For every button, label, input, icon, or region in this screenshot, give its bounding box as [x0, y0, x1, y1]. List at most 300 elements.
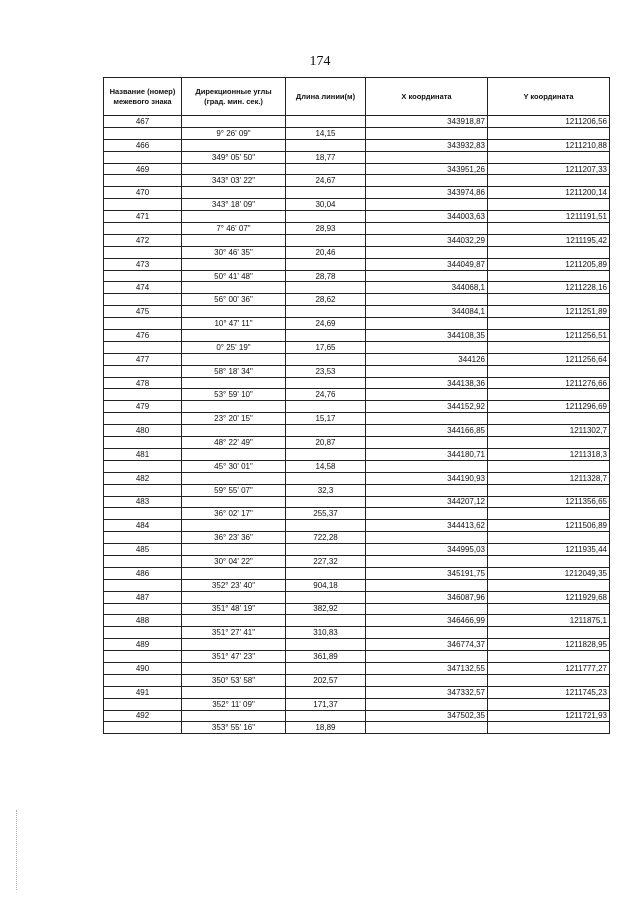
bearing-cell: 59° 55' 07" — [182, 484, 286, 496]
empty-cell — [104, 151, 182, 163]
bearing-cell: 350° 53' 58" — [182, 674, 286, 686]
segment-row — [104, 555, 610, 567]
empty-cell — [488, 246, 610, 258]
point-row — [104, 163, 610, 175]
empty-cell — [182, 425, 286, 437]
coordinates-table — [103, 77, 610, 734]
empty-cell — [104, 627, 182, 639]
x-coordinate-cell: 343918,87 — [366, 116, 488, 128]
empty-cell — [488, 722, 610, 734]
empty-cell — [488, 127, 610, 139]
x-coordinate-cell: 347332,57 — [366, 686, 488, 698]
empty-cell — [488, 555, 610, 567]
empty-cell — [286, 377, 366, 389]
y-coordinate-cell: 1211191,51 — [488, 211, 610, 223]
empty-cell — [366, 508, 488, 520]
empty-cell — [286, 282, 366, 294]
line-length-cell: 17,65 — [286, 341, 366, 353]
segment-row — [104, 151, 610, 163]
segment-row — [104, 246, 610, 258]
y-coordinate-cell: 1211506,89 — [488, 520, 610, 532]
header-bearing: Дирекционные углы (град. мин. сек.) — [182, 78, 286, 116]
empty-cell — [182, 282, 286, 294]
empty-cell — [182, 353, 286, 365]
bearing-cell: 7° 46' 07" — [182, 223, 286, 235]
segment-row — [104, 318, 610, 330]
y-coordinate-cell: 1211210,88 — [488, 139, 610, 151]
empty-cell — [366, 151, 488, 163]
x-coordinate-cell: 343974,86 — [366, 187, 488, 199]
x-coordinate-cell: 344108,35 — [366, 330, 488, 342]
empty-cell — [104, 389, 182, 401]
bearing-cell: 9° 26' 09" — [182, 127, 286, 139]
mark-name-cell: 472 — [104, 234, 182, 246]
segment-row — [104, 532, 610, 544]
x-coordinate-cell: 343932,83 — [366, 139, 488, 151]
mark-name-cell: 488 — [104, 615, 182, 627]
mark-name-cell: 485 — [104, 544, 182, 556]
empty-cell — [286, 258, 366, 270]
empty-cell — [182, 377, 286, 389]
empty-cell — [366, 175, 488, 187]
line-length-cell: 14,58 — [286, 460, 366, 472]
bearing-cell: 10° 47' 11" — [182, 318, 286, 330]
segment-row — [104, 579, 610, 591]
point-row — [104, 520, 610, 532]
segment-row — [104, 508, 610, 520]
empty-cell — [286, 472, 366, 484]
bearing-cell: 50° 41' 48" — [182, 270, 286, 282]
line-length-cell: 18,77 — [286, 151, 366, 163]
bearing-cell: 45° 30' 01" — [182, 460, 286, 472]
line-length-cell: 722,28 — [286, 532, 366, 544]
empty-cell — [182, 401, 286, 413]
empty-cell — [104, 674, 182, 686]
bearing-cell: 56° 00' 36" — [182, 294, 286, 306]
x-coordinate-cell: 344413,62 — [366, 520, 488, 532]
segment-row — [104, 627, 610, 639]
line-length-cell: 202,57 — [286, 674, 366, 686]
mark-name-cell: 480 — [104, 425, 182, 437]
bearing-cell: 343° 03' 22" — [182, 175, 286, 187]
header-mark-name: Название (номер) межевого знака — [104, 78, 182, 116]
empty-cell — [366, 722, 488, 734]
empty-cell — [488, 579, 610, 591]
empty-cell — [366, 460, 488, 472]
empty-cell — [366, 603, 488, 615]
y-coordinate-cell: 1211296,69 — [488, 401, 610, 413]
mark-name-cell: 482 — [104, 472, 182, 484]
mark-name-cell: 470 — [104, 187, 182, 199]
y-coordinate-cell: 1211256,51 — [488, 330, 610, 342]
line-length-cell: 18,89 — [286, 722, 366, 734]
bearing-cell: 352° 23' 40" — [182, 579, 286, 591]
segment-row — [104, 127, 610, 139]
empty-cell — [286, 211, 366, 223]
empty-cell — [182, 639, 286, 651]
empty-cell — [104, 270, 182, 282]
empty-cell — [104, 651, 182, 663]
bearing-cell: 48° 22' 49" — [182, 437, 286, 449]
y-coordinate-cell: 1211302,7 — [488, 425, 610, 437]
bearing-cell: 352° 11' 09" — [182, 698, 286, 710]
y-coordinate-cell: 1211777,27 — [488, 662, 610, 674]
empty-cell — [366, 318, 488, 330]
empty-cell — [366, 127, 488, 139]
empty-cell — [104, 318, 182, 330]
segment-row — [104, 603, 610, 615]
empty-cell — [488, 674, 610, 686]
segment-row — [104, 175, 610, 187]
empty-cell — [286, 520, 366, 532]
empty-cell — [104, 484, 182, 496]
y-coordinate-cell: 1211256,64 — [488, 353, 610, 365]
empty-cell — [366, 532, 488, 544]
point-row — [104, 211, 610, 223]
empty-cell — [286, 567, 366, 579]
bearing-cell: 0° 25' 19" — [182, 341, 286, 353]
empty-cell — [286, 330, 366, 342]
empty-cell — [182, 258, 286, 270]
segment-row — [104, 437, 610, 449]
empty-cell — [104, 294, 182, 306]
page-number: 174 — [309, 54, 331, 69]
line-length-cell: 227,32 — [286, 555, 366, 567]
line-length-cell: 361,89 — [286, 651, 366, 663]
x-coordinate-cell: 344995,03 — [366, 544, 488, 556]
empty-cell — [104, 722, 182, 734]
point-row — [104, 591, 610, 603]
y-coordinate-cell: 1211929,68 — [488, 591, 610, 603]
empty-cell — [286, 116, 366, 128]
point-row — [104, 353, 610, 365]
line-length-cell: 28,93 — [286, 223, 366, 235]
mark-name-cell: 475 — [104, 306, 182, 318]
bearing-cell: 30° 46' 35" — [182, 246, 286, 258]
empty-cell — [488, 318, 610, 330]
mark-name-cell: 474 — [104, 282, 182, 294]
table-header — [104, 78, 610, 116]
empty-cell — [286, 353, 366, 365]
x-coordinate-cell: 347132,55 — [366, 662, 488, 674]
y-coordinate-cell: 1211721,93 — [488, 710, 610, 722]
y-coordinate-cell: 1211228,16 — [488, 282, 610, 294]
empty-cell — [182, 472, 286, 484]
bearing-cell: 53° 59' 10" — [182, 389, 286, 401]
segment-row — [104, 365, 610, 377]
point-row — [104, 544, 610, 556]
empty-cell — [104, 532, 182, 544]
empty-cell — [104, 199, 182, 211]
line-length-cell: 310,83 — [286, 627, 366, 639]
segment-row — [104, 199, 610, 211]
point-row — [104, 472, 610, 484]
mark-name-cell: 473 — [104, 258, 182, 270]
empty-cell — [488, 389, 610, 401]
empty-cell — [182, 448, 286, 460]
mark-name-cell: 478 — [104, 377, 182, 389]
point-row — [104, 567, 610, 579]
line-length-cell: 904,18 — [286, 579, 366, 591]
empty-cell — [488, 698, 610, 710]
empty-cell — [286, 496, 366, 508]
empty-cell — [366, 389, 488, 401]
point-row — [104, 258, 610, 270]
empty-cell — [488, 627, 610, 639]
empty-cell — [182, 662, 286, 674]
empty-cell — [104, 175, 182, 187]
x-coordinate-cell: 347502,35 — [366, 710, 488, 722]
empty-cell — [286, 234, 366, 246]
x-coordinate-cell: 344032,29 — [366, 234, 488, 246]
line-length-cell: 382,92 — [286, 603, 366, 615]
x-coordinate-cell: 344049,87 — [366, 258, 488, 270]
empty-cell — [286, 544, 366, 556]
empty-cell — [104, 603, 182, 615]
point-row — [104, 401, 610, 413]
x-coordinate-cell: 344138,36 — [366, 377, 488, 389]
scan-artifact — [16, 810, 19, 890]
empty-cell — [104, 413, 182, 425]
y-coordinate-cell: 1211935,44 — [488, 544, 610, 556]
empty-cell — [366, 698, 488, 710]
empty-cell — [104, 437, 182, 449]
empty-cell — [366, 651, 488, 663]
mark-name-cell: 491 — [104, 686, 182, 698]
empty-cell — [488, 484, 610, 496]
empty-cell — [366, 484, 488, 496]
x-coordinate-cell: 344190,93 — [366, 472, 488, 484]
point-row — [104, 448, 610, 460]
y-coordinate-cell: 1211276,66 — [488, 377, 610, 389]
point-row — [104, 710, 610, 722]
mark-name-cell: 467 — [104, 116, 182, 128]
segment-row — [104, 294, 610, 306]
empty-cell — [286, 662, 366, 674]
mark-name-cell: 481 — [104, 448, 182, 460]
segment-row — [104, 651, 610, 663]
empty-cell — [182, 496, 286, 508]
point-row — [104, 686, 610, 698]
empty-cell — [488, 175, 610, 187]
bearing-cell: 349° 05' 50" — [182, 151, 286, 163]
empty-cell — [366, 555, 488, 567]
empty-cell — [104, 460, 182, 472]
line-length-cell: 24,67 — [286, 175, 366, 187]
y-coordinate-cell: 1211356,65 — [488, 496, 610, 508]
y-coordinate-cell: 1211195,42 — [488, 234, 610, 246]
empty-cell — [286, 187, 366, 199]
bearing-cell: 343° 18' 09" — [182, 199, 286, 211]
empty-cell — [286, 425, 366, 437]
point-row — [104, 234, 610, 246]
mark-name-cell: 469 — [104, 163, 182, 175]
mark-name-cell: 483 — [104, 496, 182, 508]
empty-cell — [286, 306, 366, 318]
empty-cell — [366, 246, 488, 258]
mark-name-cell: 479 — [104, 401, 182, 413]
line-length-cell: 14,15 — [286, 127, 366, 139]
bearing-cell: 351° 47' 23" — [182, 651, 286, 663]
empty-cell — [488, 651, 610, 663]
point-row — [104, 306, 610, 318]
line-length-cell: 255,37 — [286, 508, 366, 520]
empty-cell — [366, 341, 488, 353]
bearing-cell: 30° 04' 22" — [182, 555, 286, 567]
mark-name-cell: 489 — [104, 639, 182, 651]
empty-cell — [182, 615, 286, 627]
empty-cell — [104, 246, 182, 258]
x-coordinate-cell: 344180,71 — [366, 448, 488, 460]
x-coordinate-cell: 343951,26 — [366, 163, 488, 175]
empty-cell — [286, 448, 366, 460]
point-row — [104, 377, 610, 389]
point-row — [104, 116, 610, 128]
empty-cell — [104, 223, 182, 235]
mark-name-cell: 476 — [104, 330, 182, 342]
empty-cell — [182, 591, 286, 603]
mark-name-cell: 466 — [104, 139, 182, 151]
segment-row — [104, 270, 610, 282]
empty-cell — [286, 615, 366, 627]
empty-cell — [366, 413, 488, 425]
table-body — [104, 116, 610, 734]
empty-cell — [366, 199, 488, 211]
empty-cell — [366, 294, 488, 306]
empty-cell — [488, 413, 610, 425]
empty-cell — [104, 127, 182, 139]
x-coordinate-cell: 344207,12 — [366, 496, 488, 508]
empty-cell — [488, 223, 610, 235]
point-row — [104, 139, 610, 151]
empty-cell — [182, 567, 286, 579]
x-coordinate-cell: 344166,85 — [366, 425, 488, 437]
empty-cell — [182, 187, 286, 199]
empty-cell — [488, 460, 610, 472]
empty-cell — [286, 401, 366, 413]
empty-cell — [182, 211, 286, 223]
y-coordinate-cell: 1211745,23 — [488, 686, 610, 698]
x-coordinate-cell: 344084,1 — [366, 306, 488, 318]
empty-cell — [488, 437, 610, 449]
empty-cell — [488, 341, 610, 353]
empty-cell — [104, 555, 182, 567]
line-length-cell: 28,62 — [286, 294, 366, 306]
segment-row — [104, 341, 610, 353]
point-row — [104, 330, 610, 342]
y-coordinate-cell: 1211251,89 — [488, 306, 610, 318]
empty-cell — [488, 603, 610, 615]
bearing-cell: 36° 02' 17" — [182, 508, 286, 520]
y-coordinate-cell: 1211328,7 — [488, 472, 610, 484]
x-coordinate-cell: 344003,63 — [366, 211, 488, 223]
x-coordinate-cell: 344126 — [366, 353, 488, 365]
empty-cell — [286, 591, 366, 603]
line-length-cell: 20,87 — [286, 437, 366, 449]
empty-cell — [366, 579, 488, 591]
y-coordinate-cell: 1212049,35 — [488, 567, 610, 579]
empty-cell — [286, 139, 366, 151]
empty-cell — [488, 270, 610, 282]
empty-cell — [488, 508, 610, 520]
empty-cell — [182, 520, 286, 532]
point-row — [104, 662, 610, 674]
line-length-cell: 20,46 — [286, 246, 366, 258]
bearing-cell: 351° 48' 19" — [182, 603, 286, 615]
empty-cell — [104, 508, 182, 520]
y-coordinate-cell: 1211875,1 — [488, 615, 610, 627]
empty-cell — [366, 437, 488, 449]
empty-cell — [488, 151, 610, 163]
empty-cell — [366, 365, 488, 377]
bearing-cell: 351° 27' 41" — [182, 627, 286, 639]
empty-cell — [182, 116, 286, 128]
empty-cell — [182, 306, 286, 318]
empty-cell — [488, 365, 610, 377]
mark-name-cell: 477 — [104, 353, 182, 365]
x-coordinate-cell: 345191,75 — [366, 567, 488, 579]
bearing-cell: 353° 55' 16" — [182, 722, 286, 734]
header-x-coordinate: X координата — [366, 78, 488, 116]
mark-name-cell: 487 — [104, 591, 182, 603]
line-length-cell: 24,76 — [286, 389, 366, 401]
y-coordinate-cell: 1211200,14 — [488, 187, 610, 199]
segment-row — [104, 389, 610, 401]
line-length-cell: 23,53 — [286, 365, 366, 377]
empty-cell — [366, 223, 488, 235]
empty-cell — [182, 139, 286, 151]
point-row — [104, 615, 610, 627]
line-length-cell: 171,37 — [286, 698, 366, 710]
segment-row — [104, 484, 610, 496]
mark-name-cell: 484 — [104, 520, 182, 532]
mark-name-cell: 471 — [104, 211, 182, 223]
empty-cell — [104, 579, 182, 591]
point-row — [104, 639, 610, 651]
line-length-cell: 32,3 — [286, 484, 366, 496]
header-line-length: Длина линии(м) — [286, 78, 366, 116]
line-length-cell: 28,78 — [286, 270, 366, 282]
empty-cell — [488, 532, 610, 544]
bearing-cell: 58° 18' 34" — [182, 365, 286, 377]
empty-cell — [366, 627, 488, 639]
x-coordinate-cell: 344152,92 — [366, 401, 488, 413]
header-y-coordinate: Y координата — [488, 78, 610, 116]
x-coordinate-cell: 346774,37 — [366, 639, 488, 651]
segment-row — [104, 698, 610, 710]
point-row — [104, 496, 610, 508]
empty-cell — [286, 163, 366, 175]
header-row — [104, 78, 610, 116]
empty-cell — [182, 234, 286, 246]
segment-row — [104, 460, 610, 472]
mark-name-cell: 492 — [104, 710, 182, 722]
empty-cell — [182, 163, 286, 175]
empty-cell — [104, 341, 182, 353]
line-length-cell: 30,04 — [286, 199, 366, 211]
empty-cell — [182, 686, 286, 698]
line-length-cell: 15,17 — [286, 413, 366, 425]
y-coordinate-cell: 1211318,3 — [488, 448, 610, 460]
segment-row — [104, 413, 610, 425]
empty-cell — [286, 710, 366, 722]
mark-name-cell: 490 — [104, 662, 182, 674]
empty-cell — [366, 674, 488, 686]
y-coordinate-cell: 1211206,56 — [488, 116, 610, 128]
bearing-cell: 36° 23' 36" — [182, 532, 286, 544]
segment-row — [104, 223, 610, 235]
line-length-cell: 24,69 — [286, 318, 366, 330]
